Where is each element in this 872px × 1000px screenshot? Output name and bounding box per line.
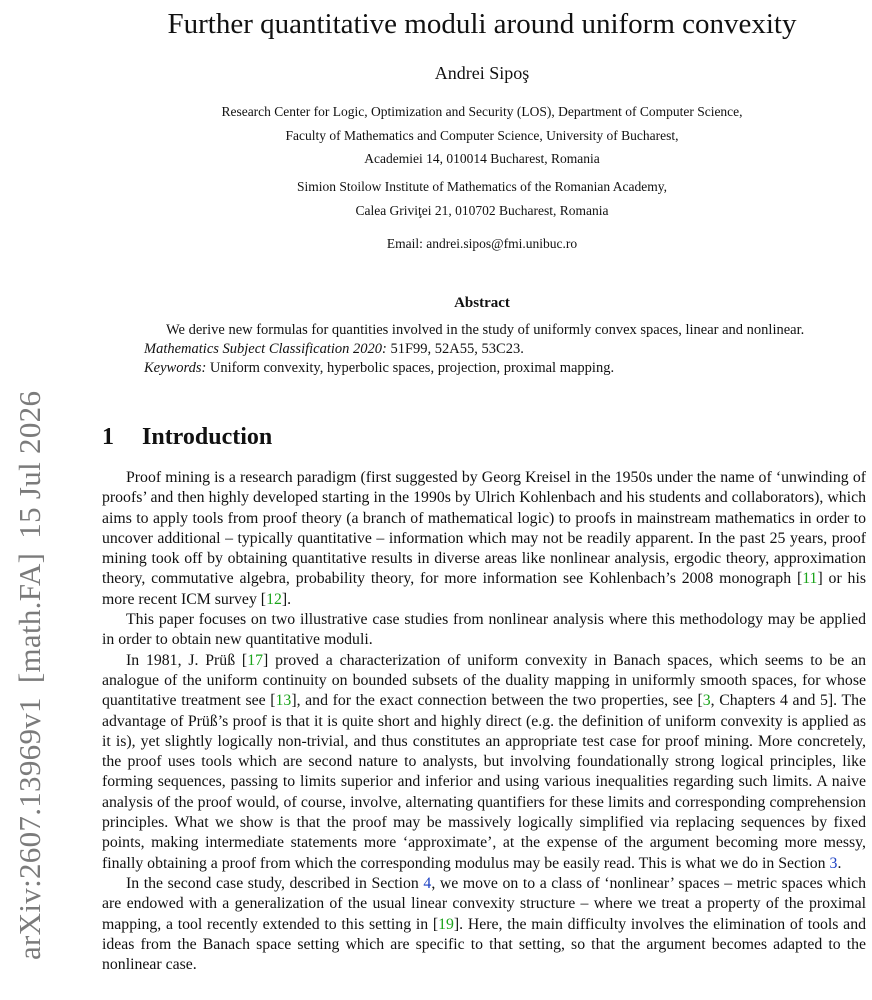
section-title: Introduction	[142, 424, 273, 450]
text-run: Proof mining is a research paradigm (first suggested by Georg Kreisel in the 1950s under the name of ‘unwinding of proofs’ and then highly developed starting in the 1990s by Ulrich Kohlenbach and his students and collaborators), which aims to apply tools from proof theory (a branch of mathematical logic) to proofs in mainstream mathematics in order to uncover additional – typically quantitative – information which may not be readily apparent. In the past 25 years, proof mining took off by obtaining quantitative results in diverse areas like nonlinear analysis, ergodic theory, approximation theory, commutative algebra, probability theory, for more information see Kohlenbach’s 2008 monograph [	[102, 469, 866, 588]
paper-title: Further quantitative moduli around uniform convexity	[167, 8, 797, 40]
text-run: In 1981, J. Prüß [	[126, 651, 248, 669]
arxiv-category: [math.FA]	[12, 552, 47, 684]
text-run: , we move on to a class of ‘nonlinear’ spaces – metric spaces which are endowed with a generalization of the usual linear convexity structure – where we treat a property of the proximal mapping, a tool recently extended to this setting in [	[102, 874, 867, 933]
text-run: .	[837, 854, 842, 872]
arxiv-id: arXiv:2607.13969v1	[12, 697, 47, 960]
arxiv-date: 15 Jul 2026	[12, 390, 47, 539]
text-run: ]. Here, the main difficulty involves the elimination of tools and ideas from the Banach space setting which are specific to that setting, so that the argument becomes adapted to the nonlinear case.	[102, 915, 866, 974]
paragraph-4	[102, 874, 866, 975]
section-number: 1	[102, 424, 114, 450]
abstract-block	[144, 321, 824, 378]
text-run: ], and for the exact connection between the two properties, see [	[291, 692, 703, 710]
citation-link[interactable]: 19	[438, 915, 454, 933]
text-run: ] proved a characterization of uniform convexity in Banach spaces, which seems to be an analogue of the uniform continuity on bounded subsets of the duality mapping in uniformly smooth spaces, for whose quantitative treatment see [	[102, 651, 866, 710]
citation-link[interactable]: 13	[275, 692, 292, 710]
paragraph-1	[102, 468, 866, 610]
text-run: , Chapters 4 and 5]. The advantage of Prüß’s proof is that it is quite short and highly direct (e.g. the definition of uniform convexity is applied as it is), yet slightly logically non-trivial, and thus constitutes an appropriate test case for proof mining. More concretely, the proof uses tools which are second nature to analysts, but involving foundationally strong logical principles, like forming sequences, passing to limits superior and inferior and using various inequalities regarding such limits. A naive analysis of the proof would, of course, involve, alternating quantifiers for these limits and corresponding comprehension principles. What we show is that the proof may be massively logically simplified via replacing sequences by fixed points, making intermediate statements more ‘approximate’, at the expense of the argument becoming more messy, finally obtaining a proof from which the corresponding modulus may be easily read. This is what we do in Section	[102, 692, 866, 872]
msc-line	[144, 340, 824, 359]
keywords-value: Uniform convexity, hyperbolic spaces, projection, proximal mapping.	[206, 360, 615, 376]
affiliation-line-3: Academiei 14, 010014 Bucharest, Romania	[364, 151, 600, 166]
abstract-text: We derive new formulas for quantities involved in the study of uniformly convex spaces, linear and nonlinear.	[166, 322, 805, 338]
msc-label: Mathematics Subject Classification 2020:	[144, 341, 387, 357]
citation-link[interactable]: 11	[802, 570, 818, 588]
keywords-label: Keywords:	[144, 360, 207, 376]
section-ref-link[interactable]: 3	[829, 854, 838, 872]
keywords-line	[144, 359, 824, 378]
arxiv-stamp	[10, 340, 50, 960]
paper-author: Andrei Sipoş	[434, 63, 530, 83]
section-ref-link[interactable]: 4	[423, 874, 432, 892]
affiliation-line-1: Research Center for Logic, Optimization and Security (LOS), Department of Computer Science,	[221, 104, 743, 119]
text-run: ] or his more recent ICM survey [	[102, 570, 866, 608]
paragraph-3	[102, 651, 866, 874]
affiliation-line-4: Simion Stoilow Institute of Mathematics of the Romanian Academy,	[297, 179, 667, 194]
section-heading	[102, 424, 272, 451]
citation-link[interactable]: 12	[266, 590, 282, 608]
text-run: In the second case study, described in Section	[126, 874, 424, 892]
msc-value: 51F99, 52A55, 53C23.	[386, 341, 524, 357]
citation-link[interactable]: 3	[702, 692, 711, 710]
text-run: ].	[281, 590, 292, 608]
citation-link[interactable]: 17	[247, 651, 263, 669]
author-email[interactable]: Email: andrei.sipos@fmi.unibuc.ro	[386, 236, 578, 251]
affiliation-line-2: Faculty of Mathematics and Computer Science, University of Bucharest,	[285, 128, 679, 143]
abstract-heading: Abstract	[454, 295, 510, 311]
paragraph-2: This paper focuses on two illustrative case studies from nonlinear analysis where this methodology may be applied in order to obtain new quantitative moduli.	[102, 611, 866, 649]
body-text	[102, 468, 866, 975]
affiliation-line-5: Calea Griviţei 21, 010702 Bucharest, Romania	[355, 203, 609, 218]
